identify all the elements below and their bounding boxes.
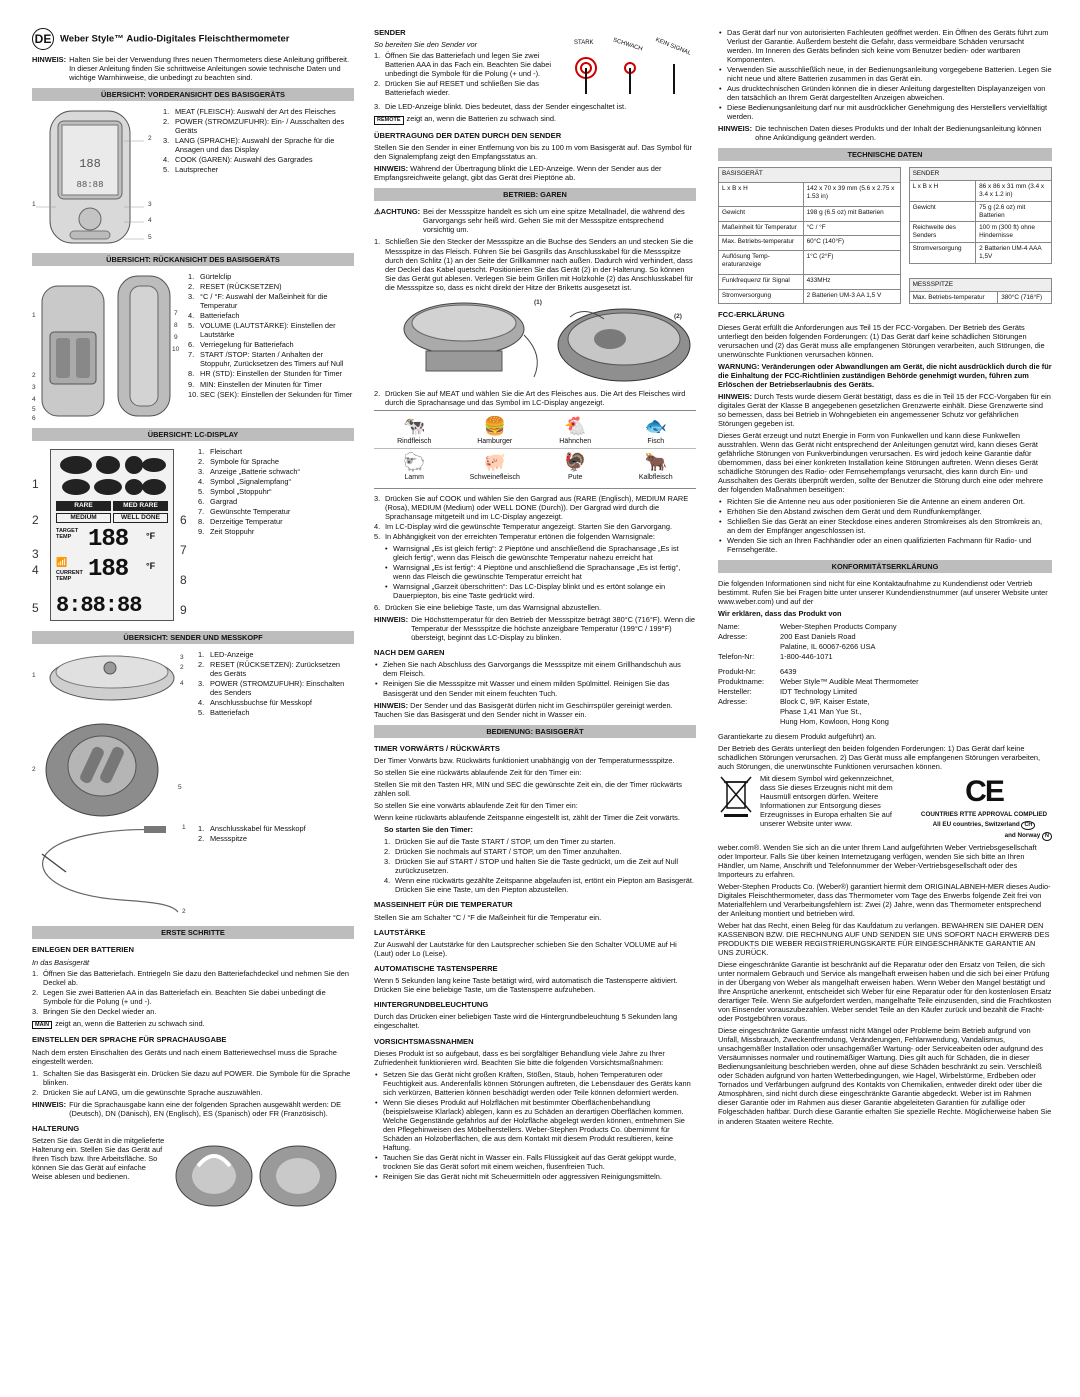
- main-battery-note: MAIN zeigt an, wenn die Batterien zu schwach sind.: [32, 1019, 354, 1030]
- lcd-list: [192, 447, 354, 622]
- list-item: 4. Symbol „Signalempfang“: [198, 477, 291, 487]
- section-cooking: BETRIEB: GAREN: [374, 188, 696, 201]
- current-label: CURRENT TEMP: [56, 570, 83, 582]
- signal-none-label: KEIN SIGNAL: [654, 37, 692, 58]
- table-row: Funkfrequenz für Signal 433MHz: [719, 274, 901, 289]
- slot-marker: (1): [534, 298, 542, 306]
- list-item: 7. START /STOP: Starten / Anhalten der Stoppuhr, Zurücksetzen des Timers auf Null: [188, 350, 344, 369]
- sender-view: [32, 650, 354, 820]
- tech-tables: [718, 167, 1052, 304]
- table-row: Auflösung Temp-eraturanzeige 1°C (2°F): [719, 251, 901, 275]
- list-item: 9. MIN: Einstellen der Minuten für Timer: [188, 379, 322, 389]
- list-item: 5. Lautsprecher: [163, 165, 219, 175]
- list-item: 1. LED-Anzeige: [198, 650, 254, 660]
- battery-icon: REMOTE: [374, 116, 404, 125]
- section-back: ÜBERSICHT: RÜCKANSICHT DES BASISGERÄTS: [32, 253, 354, 266]
- list-item: 5. VOLUME (LAUTSTÄRKE): Einstellen der Lautstärke: [188, 321, 336, 340]
- ce-mark-icon: CE: [965, 774, 1003, 808]
- time-digits: 8:88:88: [56, 593, 142, 619]
- list-item: 4. COOK (GAREN): Auswahl des Gargrades: [163, 155, 313, 165]
- front-list: [157, 107, 354, 244]
- list-item: 5. Symbol „Stoppuhr“: [198, 487, 272, 497]
- lang-badge: DE: [32, 28, 54, 50]
- brand: Weber Style™: [60, 33, 124, 45]
- battery-icon: MAIN: [32, 1021, 52, 1030]
- section-tech: TECHNISCHE DATEN: [718, 148, 1052, 161]
- page-title: Audio-Digitales Fleischthermometer: [126, 33, 290, 45]
- meat-turkey: 🦃 Pute: [544, 452, 606, 482]
- cow-icon: 🐄: [403, 415, 426, 436]
- table-row: Stromversorgung 2 Batterien UM-3 AA 1,5 V: [719, 289, 901, 304]
- list-item: 7. Gewünschte Temperatur: [198, 507, 291, 517]
- table-row: Max. Betriebs-temperatur 380°C (716°F): [909, 291, 1051, 304]
- table-row: Max. Betriebs-temperatur 60°C (140°F): [719, 236, 901, 251]
- list-item: 1. Anschlusskabel für Messkopf: [198, 824, 306, 834]
- base-unit-front-image: 188 88:88 1 2 3 4 5: [32, 107, 157, 247]
- signal-icon: 📶: [56, 557, 68, 568]
- language-steps: 1. Schalten Sie das Basisgerät ein. Drücken Sie dazu auf POWER. Die Symbole für die Sprache blinken. 2. Drücken Sie auf LANG, um die gewünschte Sprache auszuwählen.: [32, 1068, 351, 1097]
- medium-label: MEDIUM: [56, 513, 111, 523]
- base-spec-table: BASISGERÄT L x B x H 142 x 70 x 39 mm (5.6 x 2.75 x 1.53 in) Gewicht 198 g (6.5 oz) mit Batterien Maßeinheit für Temperatur °C / °F Max. Betriebs-temperatur 60°C (140°F) Auflösung Temp-eraturanzeige 1°C (2°F) Funkfrequenz für Signal 433MHz Stromversorgung 2 Batterien UM-3 AA 1,5 V: [718, 167, 901, 304]
- list-item: 6. Verriegelung für Batteriefach: [188, 340, 294, 350]
- sender-spec-table: SENDER L x B x H 86 x 86 x 31 mm (3.4 x 3.4 x 1.2 in) Gewicht 75 g (2.6 oz) mit Batterien Reichweite des Senders 100 m (300 ft) ohne Hindernisse Stromversorgung 2 Batterien UM-4 AAA 1,5V: [909, 167, 1052, 263]
- meat-veal: 🐂 Kalbfleisch: [625, 452, 687, 482]
- probe-spec-table: MESSSPITZE Max. Betriebs-temperatur 380°C (716°F): [909, 278, 1052, 305]
- svg-text:88:88: 88:88: [76, 180, 104, 191]
- list-item: 6. Gargrad: [198, 497, 238, 507]
- warning: ⚠ACHTUNG: Bei der Messspitze handelt es sich um eine spitze Metallnadel, die während des Garvorgangs sehr heiß wird. Gehen Sie mit der Messspitze entsprechend vorsichtig um.: [374, 207, 685, 235]
- holder-marker: (2): [674, 312, 682, 320]
- table-row: Reichweite des Senders 100 m (300 ft) ohne Hindernisse: [909, 222, 1051, 243]
- table-row: Gewicht 198 g (6.5 oz) mit Batterien: [719, 206, 901, 221]
- hamburger-icon: 🍔: [483, 415, 506, 436]
- list-item: 4. Batteriefach: [188, 311, 240, 321]
- list-item: 2. RESET (RÜCKSETZEN): Zurücksetzen des Geräts: [198, 660, 341, 679]
- section-sender: ÜBERSICHT: SENDER UND MESSKOPF: [32, 631, 354, 644]
- remote-battery-note: REMOTE zeigt an, wenn die Batterien zu schwach sind.: [374, 114, 696, 125]
- front-view: [32, 107, 354, 247]
- probe-list: [192, 824, 354, 917]
- meat-pork: 🐖 Schweinefleisch: [464, 452, 526, 482]
- section-lcd: ÜBERSICHT: LC-DISPLAY: [32, 428, 354, 441]
- turkey-icon: 🦃: [564, 452, 587, 473]
- holder-heading: HALTERUNG: [32, 1123, 80, 1133]
- current-unit: °F: [146, 561, 156, 572]
- n-badge: N: [1042, 832, 1052, 841]
- sender-image: 3 2 1 4 2 5: [32, 650, 192, 820]
- weee-bin-icon: [718, 774, 754, 818]
- probe-view: [32, 824, 354, 920]
- list-item: 1. Gürtelclip: [188, 272, 232, 282]
- list-item: 9. Zeit Stoppuhr: [198, 527, 255, 537]
- doneness-labels: [56, 501, 168, 523]
- meat-lamb: 🐑 Lamm: [383, 452, 445, 482]
- target-label: TARGET TEMP: [56, 528, 79, 540]
- list-item: 8. Derzeitige Temperatur: [198, 517, 283, 527]
- column-middle: SENDER So bereiten Sie den Sender vor 1. Öffnen Sie das Batteriefach und legen Sie zwei Batterien AAA in das Fach ein. Beachten Sie dabei unbedingt die Symbole für die Polung (+ und -). 2. Drücken Sie auf RESET und schließen Sie das Batteriefach wieder. STARK SCHWACH KEIN SIGNAL 3. Die LED-Anzeige blinkt. Dies bedeutet, dass der Sender eingeschaltet ist. REMOTE zeigt an, wenn die Batterien zu schwach sind. ÜBERTRAGUNG DER DATEN DURCH DEN SENDER Stellen Sie den Sender in einer Entfernung von bis zu 100 m vom Basisgerät auf. Das Symbol für den Signalempfang zeigt den Empfangsstatus an. HINWEIS: Während der Übertragung blinkt die LED-Anzeige. Wenn der Sender aus der Empfangsreichweite gelangt, gibt das Gerät drei Pieptöne ab. BETRIEB: GAREN ⚠ACHTUNG: Bei der Messspitze handelt es sich um eine spitze Metallnadel, die während des Garvorgangs sehr heiß wird. Gehen Sie mit der Messspitze entsprechend vorsichtig um. 1. Schließen Sie den Stecker der Messspitze an die Buchse des Senders an und stecken Sie die Messspitze in das Fleisch. Führen Sie bei Gasgrills das Anschlusskabel für die Messspitze durch den Schlitz (1) an der Seite der Grillkammer nach außen. Dadurch wird verhindert, dass der Deckel das Kabel quetscht. Positionieren Sie das Gerät (2) in der Halterung. So können Sie das Gerät gut ablesen. Verlegen Sie beim Grillen mit Holzkohle (2) das Anschlusskabel für die Messspitze so, dass es nicht direkt der Hitze der Briketts ausgesetzt ist. (1) (2) 2. Drücken Sie auf MEAT und wählen Sie die Art des Fleisches aus. Die Art des Fleisches wird durch die Sprachansage und das Symbol im LC-Display angezeigt. 🐄 Rindfleisch 🍔 Hamburger 🐔 Hähnchen 🐟 Fisch 🐑 Lamm 🐖 Schweinefleisch 🦃 Pute 🐂 Kalbfleisch 3. Drücken Sie auf COOK und wählen Sie den Gargrad aus (RARE (Englisch), MEDIUM RARE (Rosa), MEDIUM (Medium) oder WELL DONE (Durch)). Der Gargrad wird durch die Sprachansage mitgeteilt und im LC-Display angezeigt. 4. Im LC-Display wird die gewünschte Temperatur angezeigt. Starten Sie den Garvorgang. 5. In Abhängigkeit von der erreichten Temperatur ertönen die folgenden Warnsignale: • Warnsignal „Es ist gleich fertig“: 2 Pieptöne und anschließend die Sprachansage „Es ist gleich fertig“, wenn das Fleisch die gewünschte Temperatur nahezu erreicht hat • Warnsignal „Es ist fertig“: 4 Pieptöne und anschließend die Sprachansage „Es ist fertig“, wenn das Fleisch die gewünschte Temperatur erreicht hat • Warnsignal „Garzeit überschritten“: Das LC-Display blinkt und es ertönt solange ein Dauerpiepton, bis eine Taste gedrückt wird. 6. Drücken Sie eine beliebige Taste, um das Warnsignal abzustellen. HINWEIS: Die Höchsttemperatur für den Betrieb der Messspitze beträgt 380°C (716°F). Wenn die Temperatur der Messspitze die höchste anzeigbare Temperatur (199°C / 199°F) übersteigt, beginnt das LC-Display zu blinken. NACH DEM GAREN • Ziehen Sie nach Abschluss des Garvorgangs die Messspitze mit einem Grillhandschuh aus dem Fleisch. • Reinigen Sie die Messspitze mit Wasser und einem milden Spülmittel. Reinigen Sie das Basisgerät und den Sender mit einem feuchten Tuch. HINWEIS: Der Sender und das Basisgerät dürfen nicht im Geschirrspüler gereinigt werden. Tauchen Sie das Basisgerät und den Sender nicht in Wasser ein. BEDIENUNG: BASISGERÄT TIMER VORWÄRTS / RÜCKWÄRTS Der Timer Vorwärts bzw. Rückwärts funktioniert unabhängig von der Temperaturmessspitze. So stellen Sie eine rückwärts ablaufende Zeit für den Timer ein: Stellen Sie mit den Tasten HR, MIN und SEC die gewünschte Zeit ein, die der Timer rückwärts zählen soll. So stellen Sie eine vorwärts ablaufende Zeit für den Timer ein: Wenn keine rückwärts ablaufende Zeitspanne eingestellt ist, zählt der Timer die Zeit vorwärts. So starten Sie den Timer: 1. Drücken Sie auf die Taste START / STOP, um den Timer zu starten. 2. Drücken Sie nochmals auf START / STOP, um den Timer anzuhalten. 3. Drücken Sie auf START / STOP und halten Sie die Taste gedrückt, um die Zeit auf Null zurückzusetzen. 4. Wenn eine rückwärts gezählte Zeitspanne abgelaufen ist, ertönt ein Piepton am Basisgerät. Drücken Sie eine Taste, um den Piepton abzustellen. MASSEINHEIT FÜR DIE TEMPERATUR Stellen Sie am Schalter °C / °F die Maßeinheit für die Temperatur ein. LAUTSTÄRKE Zur Auswahl der Lautstärke für den Lautsprecher schieben Sie den Schalter VOLUME auf Hi (Laut) oder Lo (Leise). AUTOMATISCHE TASTENSPERRE Wenn 5 Sekunden lang keine Taste betätigt wird, wird automatisch die Tastensperre aktiviert. Drücken Sie eine beliebige Taste, um die Tastensperre aufzuheben. HINTERGRUNDBELEUCHTUNG Durch das Drücken einer beliebigen Taste wird die Hintergrundbeleuchtung 5 Sekunden lang eingeschaltet. VORSICHTSMASSNAHMEN Dieses Produkt ist so aufgebaut, dass es bei sorgfältiger Behandlung viele Jahre zu Ihrer Zufriedenheit funktionieren wird. Beachten Sie bitte die folgenden Vorsichtsmaßnahmen: • Setzen Sie das Gerät nicht großen Kräften, Stößen, Staub, hohen Temperaturen oder Feuchtigkeit aus. Anderenfalls können Störungen auftreten, die Lebensdauer des Geräts kann sich verkürzen, Batterien können beschädigt werden oder Teile können deformiert werden. • Wenn Sie dieses Produkt auf Holzflächen mit bestimmter Oberflächenbehandlung (beispielsweise Klarlack) ablegen, kann es zu Schäden an derartigen Oberflächen kommen. Welche Gegenstände gefahrlos auf der Holzfläche abgelegt werden können, entnehmen Sie den Pflegehinweisen des Möbelherstellers. Weber-Stephen Products Co. übernimmt für Schäden an Holzoberflächen, die aus dem Kontakt mit diesem Produkt resultieren, keine Haftung. • Tauchen Sie das Gerät nicht in Wasser ein. Falls Flüssigkeit auf das Gerät gekippt wurde, trocknen Sie das Gerät sofort mit einem weichen, flusenfreien Tuch. • Reinigen Sie das Gerät nicht mit Scheuermitteln oder aggressiven Reinigungsmitteln.: [374, 28, 696, 1184]
- target-digits: 188: [88, 526, 129, 554]
- list-item: 1. MEAT (FLEISCH): Auswahl der Art des Fleisches: [163, 107, 336, 117]
- signal-strength-legend: [570, 37, 696, 102]
- lcd-display-image: RARE MED RARE MEDIUM WELL DONE TARGET TEMP 188 °F 📶 CURRENT TEMP 188 °F 8:88:88 1 2 3 4 5 6 7 8 9: [32, 447, 192, 625]
- current-digits: 188: [88, 556, 129, 584]
- list-item: 3. Anzeige „Batterie schwach“: [198, 467, 300, 477]
- header: [32, 28, 354, 50]
- warning-icon: ⚠ACHTUNG:: [374, 207, 421, 217]
- grill-image: [374, 295, 696, 385]
- list-item: 2. POWER (STROMZUFUHR): Ein- / Ausschalten des Geräts: [163, 117, 345, 136]
- language-heading: EINSTELLEN DER SPRACHE FÜR SPRACHAUSGABE: [32, 1035, 227, 1045]
- target-unit: °F: [146, 531, 156, 542]
- list-item: 2. Messspitze: [198, 834, 247, 844]
- chicken-icon: 🐔: [564, 415, 587, 436]
- after-heading: NACH DEM GAREN: [374, 648, 445, 658]
- rtte-approval: CE COUNTRIES RTTE APPROVAL COMPLIED All EU countries, Switzerland CH and Norway N: [916, 774, 1052, 841]
- list-item: 1. Fleischart: [198, 447, 243, 457]
- sheep-icon: 🐑: [403, 452, 426, 473]
- signal-weak-icon: [625, 63, 635, 94]
- list-item: 10. SEC (SEK): Einstellen der Sekunden für Timer: [188, 389, 353, 399]
- list-item: 2. Symbole für Sprache: [198, 457, 280, 467]
- back-view: [32, 272, 354, 422]
- sender-steps: 1. Öffnen Sie das Batteriefach und legen Sie zwei Batterien AAA in das Fach ein. Beachten Sie dabei unbedingt die Symbole für die Polung (+ und -). 2. Drücken Sie auf RESET und schließen Sie das Batteriefach wieder.: [374, 51, 551, 98]
- signal-strong-icon: [576, 58, 596, 94]
- meat-beef: 🐄 Rindfleisch: [383, 416, 445, 446]
- list-item: 2. RESET (RÜCKSETZEN): [188, 282, 282, 292]
- fish-icon: 🐟: [644, 415, 667, 436]
- back-list: [182, 272, 354, 419]
- section-operation: BEDIENUNG: BASISGERÄT: [374, 725, 696, 738]
- list-item: 5. Batteriefach: [198, 708, 250, 718]
- signal-strong-label: STARK: [574, 40, 594, 47]
- sender-list: [192, 650, 354, 817]
- probe-image: 1 2: [32, 824, 192, 920]
- list-item: 4. Anschlussbuchse für Messkopf: [198, 698, 312, 708]
- meat-types: [374, 410, 696, 489]
- list-item: 3. LANG (SPRACHE): Auswahl der Sprache für die Ansagen und das Display: [163, 136, 335, 155]
- holder-image: [168, 1136, 348, 1208]
- battery-steps: 1. Öffnen Sie das Batteriefach. Entriegeln Sie dazu den Batteriefachdeckel und nehmen Sie den Deckel ab. 2. Legen Sie zwei Batterien AA in das Batteriefach ein. Beachten Sie dabei unbedingt die Symbole für die Polung (+ und -). 3. Bringen Sie den Deckel wieder an.: [32, 968, 349, 1016]
- warning-signals: • Warnsignal „Es ist gleich fertig“: 2 Pieptöne und anschließend die Sprachansage „Es ist gleich fertig“, wenn das Fleisch die gewünschte Temperatur nahezu erreicht hat • Warnsignal „Es ist fertig“: 4 Pieptöne und anschließend die Sprachansage „Es ist fertig“, wenn das Fleisch die gewünschte Temperatur erreicht hat • Warnsignal „Garzeit überschritten“: Das LC-Display blinkt und es ertönt solange ein Dauerpiepton, bis eine Taste gedrückt wird.: [384, 544, 696, 600]
- section-conformity: KONFORMITÄTSERKLÄRUNG: [718, 560, 1052, 573]
- lcd-view: [32, 447, 354, 625]
- section-front: ÜBERSICHT: VORDERANSICHT DES BASISGERÄTS: [32, 88, 354, 101]
- list-item: 8. HR (STD): Einstellen der Stunden für Timer: [188, 369, 343, 379]
- product-info: Produkt-Nr: 6439 Produktname: Weber Style™ Audible Meat Thermometer Hersteller: IDT Technology Limited Adresse: Block C, 9/F, Kaiser Estate, Phase 1,41 Man Yue St., Hung Hom, Kowloon, Hong Kong: [718, 666, 919, 726]
- meat-chicken: 🐔 Hähnchen: [544, 416, 606, 446]
- battery-heading: EINLEGEN DER BATTERIEN: [32, 945, 134, 955]
- table-row: Gewicht 75 g (2.6 oz) mit Batterien: [909, 201, 1051, 222]
- pig-icon: 🐖: [483, 452, 506, 473]
- list-item: 3. POWER (STROMZUFUHR): Einschalten des Senders: [198, 679, 345, 698]
- well-done-label: WELL DONE: [113, 513, 168, 523]
- table-row: Stromversorgung 2 Batterien UM-4 AAA 1,5V: [909, 243, 1051, 264]
- table-row: L x B x H 86 x 86 x 31 mm (3.4 x 3.4 x 1.2 in): [909, 181, 1051, 202]
- transfer-heading: ÜBERTRAGUNG DER DATEN DURCH DEN SENDER: [374, 130, 562, 140]
- base-unit-back-image: 1 2 3 4 5 6 7 8 9 10: [32, 272, 182, 422]
- manufacturer-address: Name: Weber-Stephen Products Company Adresse: 200 East Daniels Road Palatine, IL 60067-6266 USA Telefon-Nr: 1-800-446-1071: [718, 621, 897, 661]
- section-first-steps: ERSTE SCHRITTE: [32, 926, 354, 939]
- fcc-heading: FCC-ERKLÄRUNG: [718, 310, 785, 320]
- calf-icon: 🐂: [644, 452, 667, 473]
- column-left: DE Weber Style™ Audio-Digitales Fleischthermometer HINWEIS: Halten Sie bei der Verwendung Ihres neuen Thermometers diese Anleitung griffbereit. In dieser Anleitung finden Sie schrittweise Anleitungen sowie technische Daten und wichtige Warnhinweise, die unbedingt zu beachten sind. ÜBERSICHT: VORDERANSICHT DES BASISGERÄTS 188 88:88 1 2 3 4 5 1. MEAT (FLEISCH): Auswahl der Art des Fleisches 2. POWER (STROMZUFUHR): Ein- / Ausschalten des Geräts 3. LANG (SPRACHE): Auswahl der Sprache für die Ansagen und das Display 4. COOK (GAREN): Auswahl des Gargrades 5. Lautsprecher ÜBERSICHT: RÜCKANSICHT DES BASISGERÄTS 1 2 3 4 5 6 7 8 9 10 1. Gürtelclip 2. RESET (RÜCKSETZEN) 3. °C / °F: Auswahl der Maßeinheit für die Temperatur 4. Batteriefach 5. VOLUME (LAUTSTÄRKE): Einstellen der Lautstärke 6. Verriegelung für Batteriefach 7. START /STOP: Starten / Anhalten der Stoppuhr, Zurücksetzen des Timers auf Null 8. HR (STD): Einstellen der Stunden für Timer 9. MIN: Einstellen der Minuten für Timer 10. SEC (SEK): Einstellen der Sekunden für Timer ÜBERSICHT: LC-DISPLAY RARE MED RARE MEDIUM WELL DONE TARGET TEMP 188 °F 📶 CURRENT TEMP 188 °F 8:88:88 1 2 3 4 5 6 7 8 9 1. Fleischart 2. Symbole für Sprache 3. Anzeige „Batterie schwach“ 4. Symbol „Signalempfang“ 5. Symbol „Stoppuhr“ 6. Gargrad 7. Gewünschte Temperatur 8. Derzeitige Temperatur 9. Zeit Stoppuhr ÜBERSICHT: SENDER UND MESSKOPF 3 2 1 4 2 5 1. LED-Anzeige 2. RESET (RÜCKSETZEN): Zurücksetzen des Geräts 3. POWER (STROMZUFUHR): Einschalten des Senders 4. Anschlussbuchse für Messkopf 5. Batteriefach 1 2 1. Anschlusskabel für Messkopf 2. Messspitze ERSTE SCHRITTE EINLEGEN DER BATTERIEN In das Basisgerät 1. Öffnen Sie das Batteriefach. Entriegeln Sie dazu den Batteriefachdeckel und nehmen Sie den Deckel ab. 2. Legen Sie zwei Batterien AA in das Batteriefach ein. Beachten Sie dabei unbedingt die Symbole für die Polung (+ und -). 3. Bringen Sie den Deckel wieder an. MAIN zeigt an, wenn die Batterien zu schwach sind. EINSTELLEN DER SPRACHE FÜR SPRACHAUSGABE Nach dem ersten Einschalten des Geräts und nach einem Batteriewechsel muss die Sprache eingestellt werden. 1. Schalten Sie das Basisgerät ein. Drücken Sie dazu auf POWER. Die Symbole für die Sprache blinken. 2. Drücken Sie auf LANG, um die gewünschte Sprache auszuwählen. HINWEIS: Für die Sprachausgabe kann eine der folgenden Sprachen ausgewählt werden: DE (Deutsch), DN (Dänisch), EN (Englisch), ES (Spanisch) oder FR (Französisch). HALTERUNG Setzen Sie das Gerät in die mitgelieferte Halterung ein. Stellen Sie das Gerät auf Ihren Tisch bzw. Ihre Arbeitsfläche. So können Sie das Gerät auf einfache Weise ablesen und bedienen.: [32, 28, 354, 1208]
- list-item: 3. °C / °F: Auswahl der Maßeinheit für die Temperatur: [188, 292, 328, 311]
- table-row: L x B x H 142 x 70 x 39 mm (5.6 x 2.75 x 1.53 in): [719, 183, 901, 207]
- rare-label: RARE: [56, 501, 111, 511]
- svg-text:188: 188: [79, 157, 101, 172]
- table-row: Maßeinheit für Temperatur °C / °F: [719, 221, 901, 236]
- column-right: • Das Gerät darf nur von autorisierten Fachleuten geöffnet werden. Ein Öffnen des Geräts führt zum Verlust der Garantie. Außerdem besteht die Gefahr, dass vermeidbare Schäden verursacht werden. Im Inneren des Geräts befinden sich keine vom Benutzer bedien- oder wartbaren Komponenten. • Verwenden Sie ausschließlich neue, in der Bedienungsanleitung vorgegebene Batterien. Legen Sie nicht neue und ältere Batterien zusammen in das Gerät ein. • Aus drucktechnischen Gründen können die in dieser Anleitung dargestellten Displayanzeigen von den tatsächlich an Ihrem Gerät dargestellten Anzeigen abweichen. • Diese Bedienungsanleitung darf nur mit ausdrücklicher Genehmigung des Herstellers vervielfältigt werden. HINWEIS: Die technischen Daten dieses Produkts und der Inhalt der Bedienungsanleitung können ohne Ankündigung geändert werden. TECHNISCHE DATEN BASISGERÄT L x B x H 142 x 70 x 39 mm (5.6 x 2.75 x 1.53 in) Gewicht 198 g (6.5 oz) mit Batterien Maßeinheit für Temperatur °C / °F Max. Betriebs-temperatur 60°C (140°F) Auflösung Temp-eraturanzeige 1°C (2°F) Funkfrequenz für Signal 433MHz Stromversorgung 2 Batterien UM-3 AA 1,5 V SENDER L x B x H 86 x 86 x 31 mm (3.4 x 3.4 x 1.2 in) Gewicht 75 g (2.6 oz) mit Batterien Reichweite des Senders 100 m (300 ft) ohne Hindernisse Stromversorgung 2 Batterien UM-4 AAA 1,5V MESSSPITZE Max. Betriebs-temperatur 380°C (716°F) FCC-ERKLÄRUNG Dieses Gerät erfüllt die Anforderungen aus Teil 15 der FCC-Vorgaben. Der Betrieb des Geräts unterliegt den beiden folgenden Forderungen: (1) Das Gerät darf keine schädlichen Störungen verursachen und (2) das Gerät muss alle empfangenen Störungen verarbeiten, auch Störungen, die unerwünschte Funktionen verursachen können. WARNUNG: Veränderungen oder Abwandlungen am Gerät, die nicht ausdrücklich durch die für die Einhaltung der FCC-Richtlinien zuständigen Behörde genehmigt wurden, führen zum Erlöschen der Betriebserlaubnis des Geräts. HINWEIS: Durch Tests wurde diesem Gerät bestätigt, dass es die in Teil 15 der FCC-Vorgaben für ein digitales Gerät der Klasse B angegebenen gesetzlichen Grenzwerte einhält. Diese Grenzwerte sind so bemessen, dass bei Betrieb in Wohngebieten ein angemessener Schutz vor gefährlichen Störungen gegeben ist. Dieses Gerät erzeugt und nutzt Energie in Form von Funkwellen und kann diese Funkwellen ausstrahlen. Wenn das Gerät nicht entsprechend der Anleitungen genutzt wird, kann dieses Gerät gefährliche Störungen von Funkverbindungen verursachen. Es wird jedoch keine Garantie dafür übernommen, dass bei einer konkreten Installation keine Störungen auftreten. Wenn dieses Gerät schädliche Störungen des Radio- oder Fernsehempfangs verursacht, dies kann durch Ein- und Ausschalten des Geräts überprüft werden, sollte der Benutzer die Störung durch eine oder mehrere der folgenden Maßnahmen beseitigen: • Richten Sie die Antenne neu aus oder positionieren Sie die Antenne an einem anderen Ort. • Erhöhen Sie den Abstand zwischen dem Gerät und dem Rundfunkempfänger. • Schließen Sie das Gerät an einer Steckdose eines anderen Stromkreises als den Stromkreis an, an dem der Empfänger angeschlossen ist. • Wenden Sie sich an Ihren Fachhändler oder an einen qualifizierten Fachmann für Radio- und Fernsehgeräte. KONFORMITÄTSERKLÄRUNG Die folgenden Informationen sind nicht für eine Kontaktaufnahme zu Kundendienst oder Vertrieb bestimmt. Rufen Sie bei Fragen bitte unter unserer Kundendienstnummer (auf unserer Website unter www.weber.com) und auf der Wir erklären, dass das Produkt von Name: Weber-Stephen Products Company Adresse: 200 East Daniels Road Palatine, IL 60067-6266 USA Telefon-Nr: 1-800-446-1071 Produkt-Nr: 6439 Produktname: Weber Style™ Audible Meat Thermometer Hersteller: IDT Technology Limited Adresse: Block C, 9/F, Kaiser Estate, Phase 1,41 Man Yue St., Hung Hom, Kowloon, Hong Kong Garantiekarte zu diesem Produkt aufgeführt) an. Der Betrieb des Geräts unterliegt den beiden folgenden Forderungen: 1) Das Gerät darf keine schädlichen Störungen verursachen. 2) Das Gerät muss alle empfangenen Störungen verarbeiten, auch Störungen, die unerwünschte Funktionen verursachen können. Mit diesem Symbol wird gekennzeichnet, dass Sie dieses Erzeugnis nicht mit dem Hausmüll entsorgen dürfen. Weitere Informationen zur Entsorgung dieses Erzeugnisses in Europa erhalten Sie auf unserer Website unter www. CE COUNTRIES RTTE APPROVAL COMPLIED All EU countries, Switzerland CH and Norway N weber.com®. Wenden Sie sich an die unter Ihrem Land aufgeführten Weber Vertriebsgesellschaft oder Importeur. Falls Sie über keinen Internetzugang verfügen, wenden Sie sich bitte an Ihren Händler, um Name, Anschrift und Telefonnummer der Weber-Vertriebsgesellschaft oder des Importeurs zu erfahren. Weber-Stephen Products Co. (Weber®) garantiert hiermit dem ORIGINALABNEH-MER dieses Audio-Digitales Fleischthermometer, dass das Thermometer vom Tage des Erwerbs folgende Zeit frei von Materialfehlern und Verarbeitungsfehlern ist: Zwei (2) Jahre, wenn das Thermometer entsprechend der Anleitung montiert und betrieben wird. Weber hat das Recht, einen Beleg für das Kaufdatum zu verlangen. BEWAHREN SIE DAHER DEN KASSENBON BZW. DIE RECHNUNG AUF UND SENDEN SIE UNS SOFORT NACH ERWERB DES PRODUKTS DIE WEBER REGISTRIERUNGSKARTE FÜR EINGESCHRÄNKTE GARANTIE AN UNS ZURÜCK. Diese eingeschränkte Garantie ist beschränkt auf die Reparatur oder den Ersatz von Teilen, die sich unter normalem Gebrauch und Service als mangelhaft erweisen haben und die sich bei einer Prüfung in der Übergang von Weber als mangelhaft erweisen haben. Wenn Weber den Mangel bestätigt und Ihre Ansprüche anerkennt, entscheidet sich Weber für eine Reparatur oder für den kostenlosen Ersatz derartiger Teile. Wenn Sie aufgefordert werden, mangelhafte Teile einzusenden, sind die Frachtkosten von Einsender vorauszubezahlen. Weber sendet Teile an den Käufer zurück und bezahlt die Fracht- oder Postgebühren voraus. Diese eingeschränkte Garantie umfasst nicht Mängel oder Probleme beim Betrieb aufgrund von Unfall, Missbrauch, Zweckentfremdung, Veränderungen, Fehlanwendung, Vandalismus, unsachgemäßer Installation oder unsachgemäßer Wartung- oder Serviceabeiten oder aufgrund des Versäumnisses normaler und routinemäßiger Wartung. Dies gilt auch für Schäden, die in dieser Bedienungsanleitung beschrieben werden, ohne auf diese Schäden beschränkt zu sein. Verschleiß oder Schäden aufgrund von harten Wetterbedingungen, wie Hagel, Wirbelstürme, Erdbeben oder Tornados und Verfärbungen aufgrund des Kontakts von Chemikalien, entweder direkt oder über die Atmosphären, sind nicht durch diese eingeschränkte Garantie abgedeckt. Weber ist im Rahmen dieser Garantie oder im Rahmen aus dieser Garantie abgeleiteten Garantien für zufällige oder Folgeschäden haftbar. Durch diese Garantie erhalten Sie spezielle Rechte. Möglicherweise haben Sie in anderen Staaten weitere Rechte.: [718, 28, 1052, 1129]
- sender-heading: SENDER: [374, 28, 406, 37]
- med-rare-label: MED RARE: [113, 501, 168, 511]
- meat-hamburger: 🍔 Hamburger: [464, 416, 526, 446]
- hint: HINWEIS: Halten Sie bei der Verwendung Ihres neuen Thermometers diese Anleitung griffbereit. In dieser Anleitung finden Sie schrittweise Anleitungen sowie technische Daten und wichtige Warnhinweise, die unbedingt zu beachten sind.: [32, 55, 349, 83]
- signal-weak-label: SCHWACH: [612, 37, 644, 53]
- ch-badge: CH: [1021, 821, 1035, 830]
- meat-fish: 🐟 Fisch: [625, 416, 687, 446]
